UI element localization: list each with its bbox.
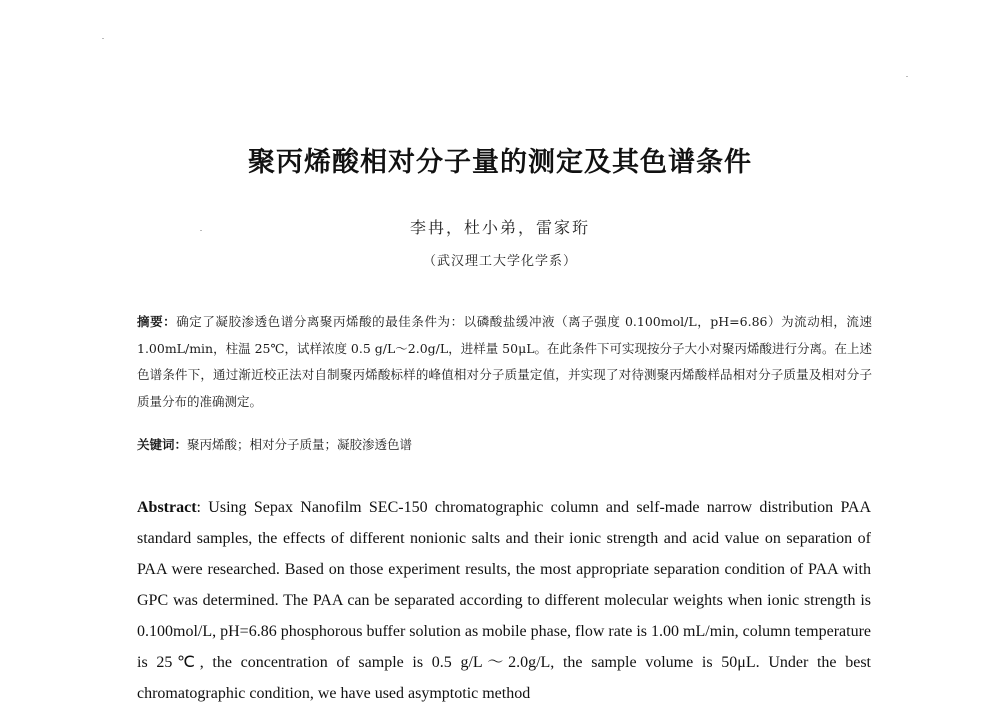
keywords-label: 关键词： <box>137 437 188 452</box>
scan-speck <box>906 76 908 77</box>
author-affiliation: （武汉理工大学化学系） <box>422 254 577 269</box>
chinese-abstract-label: 摘要： <box>137 314 177 329</box>
scan-speck <box>102 38 104 39</box>
english-abstract-text: : Using Sepax Nanofilm SEC-150 chromatographic column and self-made narrow distribution PAA standard samples, the effects of different nonionic salts and their ionic strength and acid value on separation of PAA were researched. Based on those experiment results, the most appropriate separation condition of PAA with GPC was determined. The PAA can be separated according to different molecular weights when ionic strength is 0.100mol/L, pH=6.86 phosphorous buffer solution as mobile phase, flow rate is 1.00 mL/min, column temperature is 25℃, the concentration of sample is 0.5 g/L～2.0g/L, the sample volume is 50μL. Under the best chromatographic condition, we have used asymptotic method <box>137 499 872 702</box>
english-abstract-label: Abstract <box>137 499 197 516</box>
scan-speck <box>200 230 202 231</box>
paper-title: 聚丙烯酸相对分子量的测定及其色谱条件 <box>248 147 752 178</box>
chinese-abstract-text: 确定了凝胶渗透色谱分离聚丙烯酸的最佳条件为：以磷酸盐缓冲液（离子强度 0.100mol/L，pH=6.86）为流动相，流速 1.00mL/min，柱温 25℃，试样浓度 0.5 g/L～2.0g/L，进样量 50μL。在此条件下可实现按分子大小对聚丙烯酸进行分离。在上述色谱条件下，通过渐近校正法对自制聚丙烯酸标样的峰值相对分子质量定值，并实现了对待测聚丙烯酸样品相对分子质量及相对分子质量分布的准确测定。 <box>137 314 872 409</box>
keywords <box>137 432 872 458</box>
author-list: 李冉，杜小弟，雷家珩 <box>409 218 590 237</box>
chinese-abstract <box>137 309 872 415</box>
keywords-text: 聚丙烯酸；相对分子质量；凝胶渗透色谱 <box>187 437 413 452</box>
english-abstract <box>137 492 871 709</box>
